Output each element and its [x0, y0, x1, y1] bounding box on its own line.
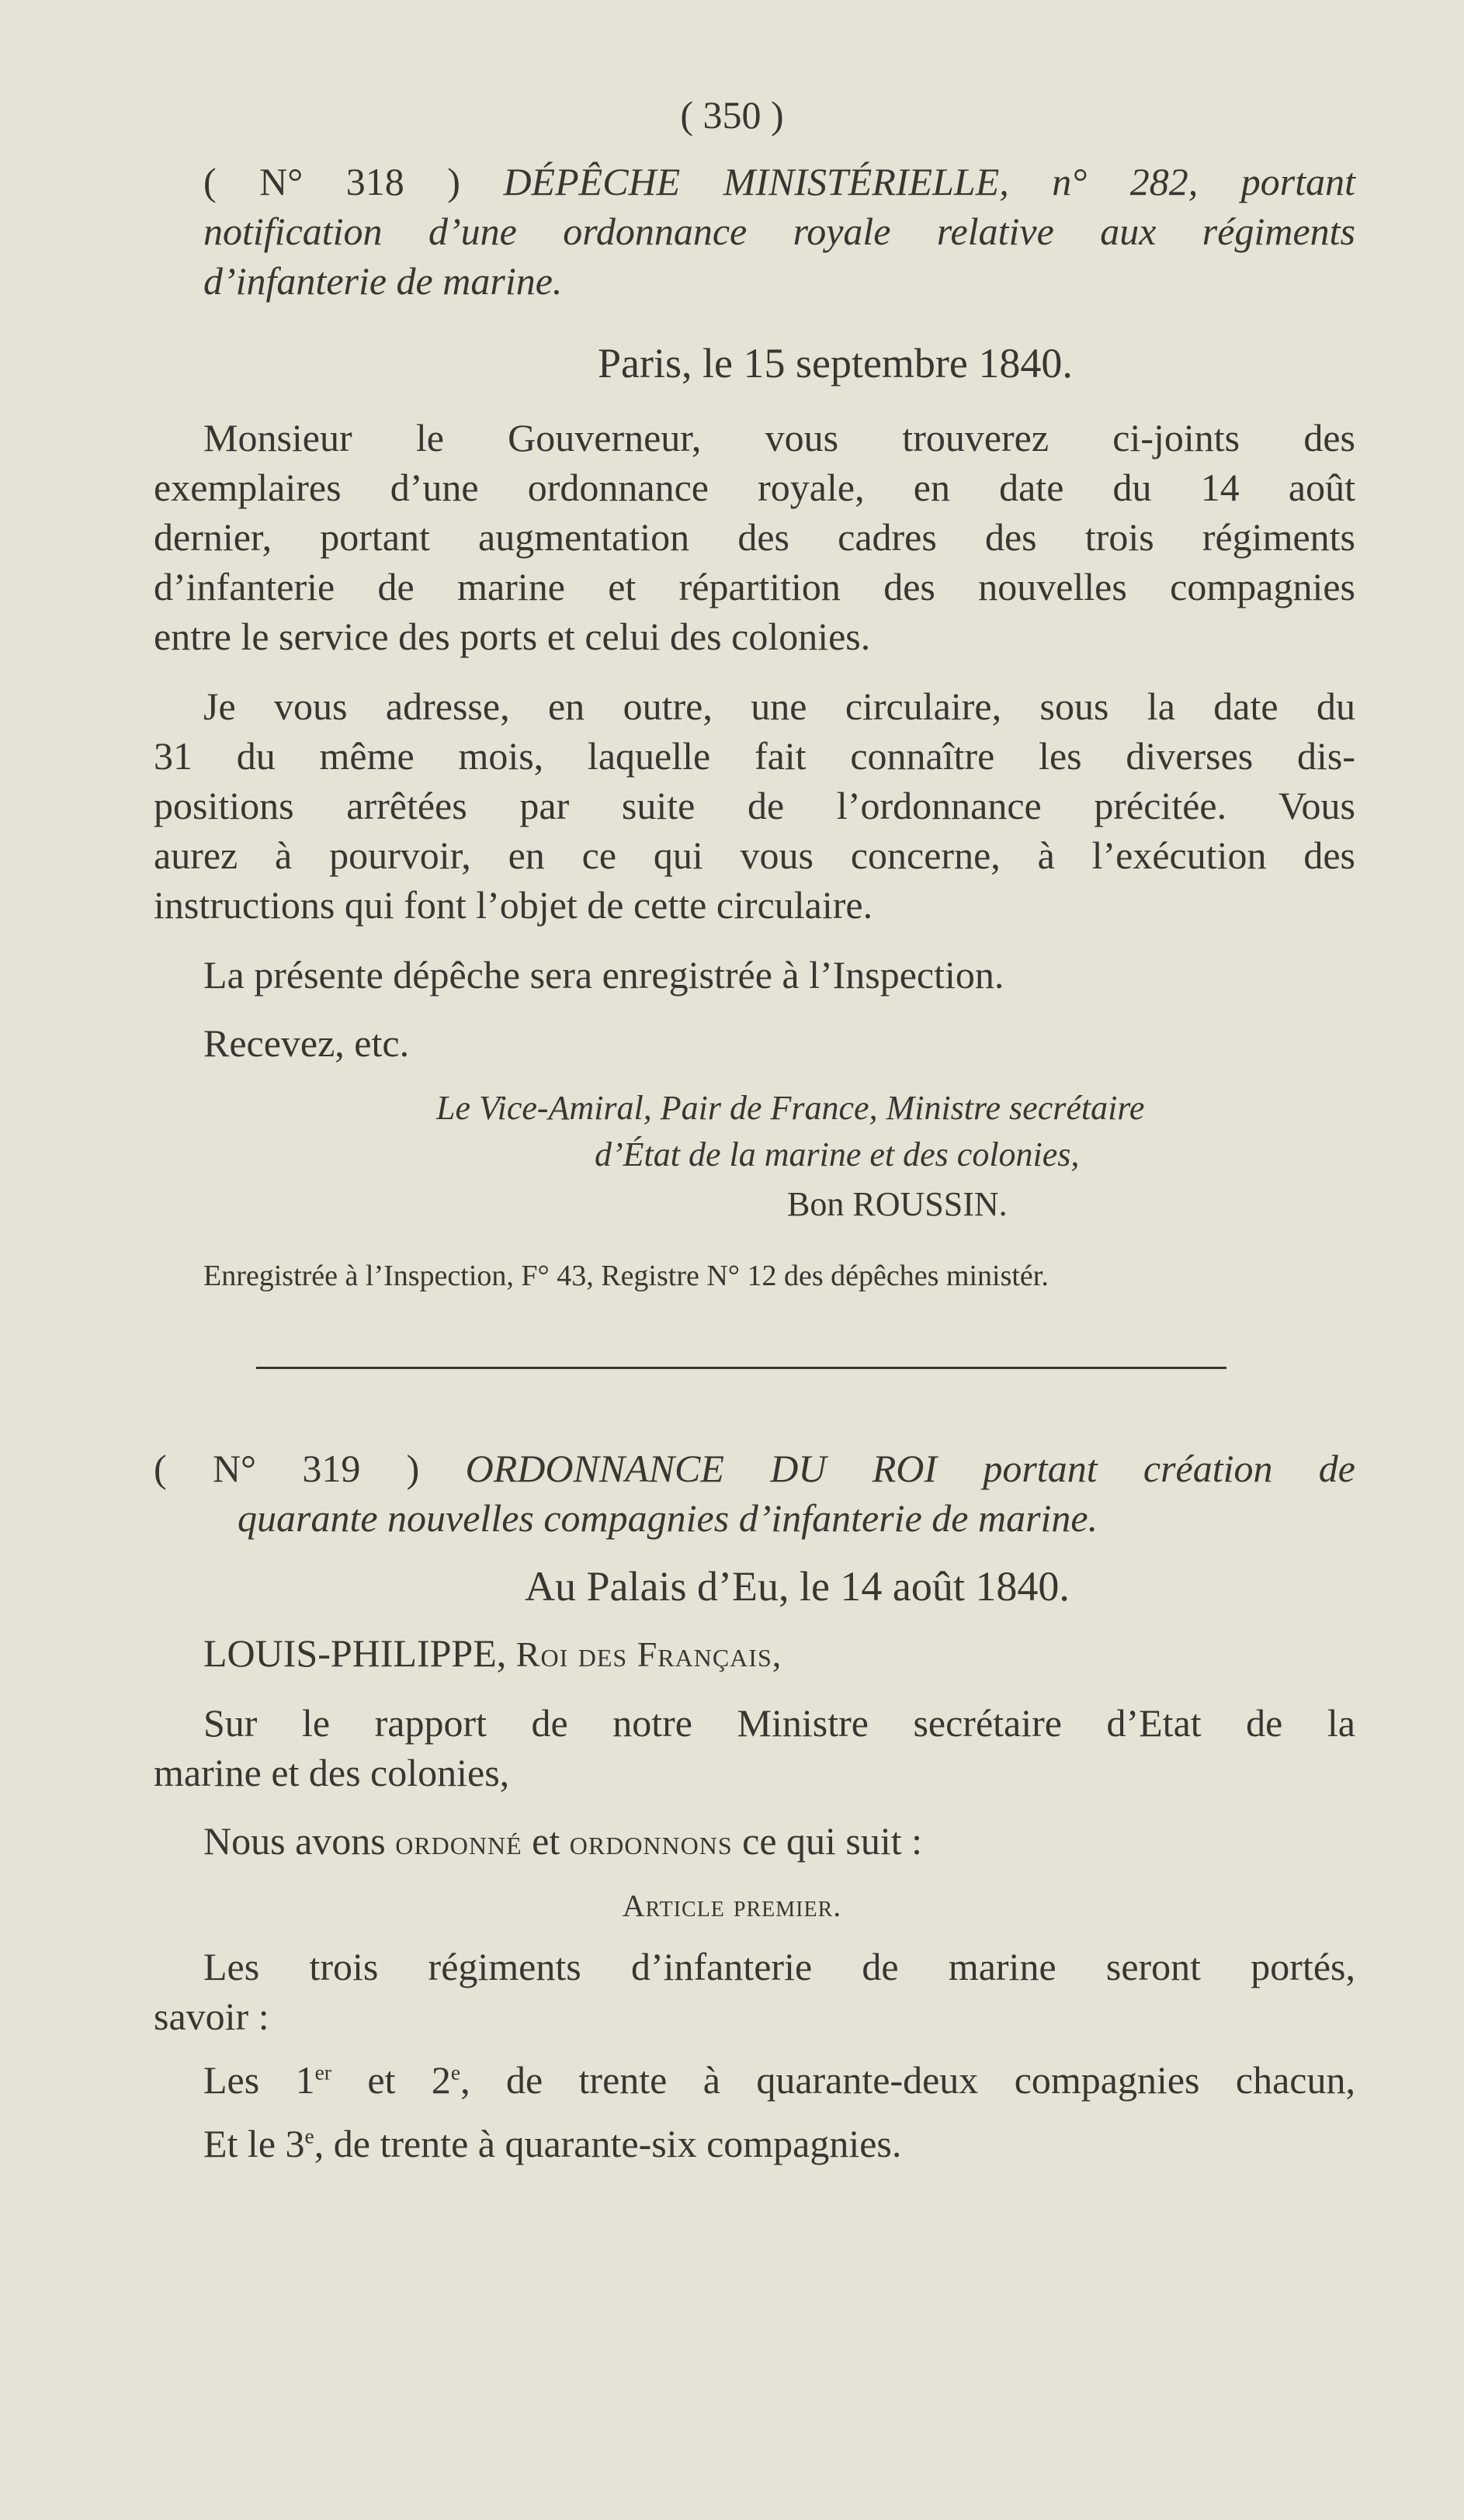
doc1-body-line: 31 du même mois, laquelle fait connaître les diverses dis-: [154, 734, 1355, 778]
doc1-heading-line-3: d’infanterie de marine.: [203, 259, 563, 303]
doc1-signature-name: Bon ROUSSIN.: [787, 1185, 1008, 1223]
doc1-number: ( N° 318 ): [203, 160, 460, 203]
order-suffix: ce qui suit :: [742, 1819, 923, 1863]
doc1-title: DÉPÊCHE MINISTÉRIELLE,: [503, 160, 1009, 203]
doc1-body-line: entre le service des ports et celui des colonies.: [154, 615, 871, 658]
doc1-body-line: dernier, portant augmentation des cadres des trois régiments: [154, 515, 1355, 559]
doc1-body-line: positions arrêtées par suite de l’ordonnance précitée. Vous: [154, 784, 1355, 827]
doc1-body-line: instructions qui font l’objet de cette circulaire.: [154, 883, 873, 927]
article-heading: Article premier.: [622, 1888, 842, 1923]
page-number: ( 350 ): [680, 93, 784, 137]
doc2-place-date: Au Palais d’Eu, le 14 août 1840.: [525, 1563, 1070, 1610]
order-prefix: Nous avons: [203, 1819, 386, 1863]
order-word-1: ordonné: [395, 1822, 522, 1862]
doc1-body-line: La présente dépêche sera enregistrée à l’Inspection.: [203, 953, 1004, 997]
order-mid: et: [532, 1819, 560, 1863]
doc1-body-line: aurez à pourvoir, en ce qui vous concerne, à l’exécution des: [154, 834, 1355, 877]
article-line: Les trois régiments d’infanterie de marine seront portés,: [203, 1945, 1355, 1988]
item2-prefix: Et le 3: [203, 2122, 305, 2165]
doc2-number: ( N° 319 ): [154, 1447, 420, 1490]
doc2-order-line: [203, 1816, 922, 1867]
doc2-title-line-2: quarante nouvelles compagnies d’infanterie de marine.: [238, 1496, 1098, 1540]
doc2-preamble-line: marine et des colonies,: [154, 1751, 510, 1794]
section-divider: [256, 1367, 1226, 1369]
doc2-heading-line-1: [154, 1444, 1355, 1493]
item1-suffix: , de trente à quarante-deux compagnies chacun,: [460, 2058, 1355, 2102]
doc1-body-line: Recevez, etc.: [203, 1021, 410, 1065]
doc1-body-line: d’infanterie de marine et répartition des nouvelles compagnies: [154, 565, 1355, 608]
item1-prefix: Les 1: [203, 2058, 315, 2102]
doc1-registration-note: Enregistrée à l’Inspection, F° 43, Registre N° 12 des dépêches ministér.: [203, 1260, 1049, 1292]
item1-mid: et 2: [331, 2058, 451, 2102]
doc1-heading-line-2: notification d’une ordonnance royale relative aux régiments: [203, 210, 1355, 253]
king-name: LOUIS-PHILIPPE,: [203, 1631, 507, 1675]
doc1-heading-line-1: [203, 157, 1355, 206]
doc1-body-line: Je vous adresse, en outre, une circulaire, sous la date du: [203, 685, 1355, 728]
item2-suffix: , de trente à quarante-six compagnies.: [314, 2122, 902, 2165]
doc1-signature-line-2: d’État de la marine et des colonies,: [595, 1135, 1080, 1173]
article-item-2: [203, 2119, 901, 2168]
item1-sup-1: er: [314, 2060, 331, 2085]
item1-sup-2: e: [450, 2060, 461, 2085]
doc2-preamble-line: Sur le rapport de notre Ministre secrétaire d’Etat de la: [203, 1701, 1355, 1745]
doc2-title-line-1: ORDONNANCE DU ROI portant création de: [465, 1447, 1355, 1490]
doc1-signature-line-1: Le Vice-Amiral, Pair de France, Ministre secrétaire: [436, 1089, 1145, 1127]
doc1-title-rest: n° 282, portant: [1008, 160, 1356, 203]
doc2-king-line: [203, 1628, 782, 1679]
king-title: Roi des Français,: [515, 1634, 782, 1674]
article-line: savoir :: [154, 1995, 269, 2038]
item2-sup: e: [304, 2123, 314, 2148]
doc1-body-line: exemplaires d’une ordonnance royale, en date du 14 août: [154, 466, 1355, 509]
article-item-1: [203, 2055, 1355, 2105]
doc1-place-date: Paris, le 15 septembre 1840.: [598, 340, 1073, 386]
doc1-body-line: Monsieur le Gouverneur, vous trouverez ci-joints des: [203, 416, 1355, 459]
order-word-2: ordonnons: [569, 1822, 733, 1862]
